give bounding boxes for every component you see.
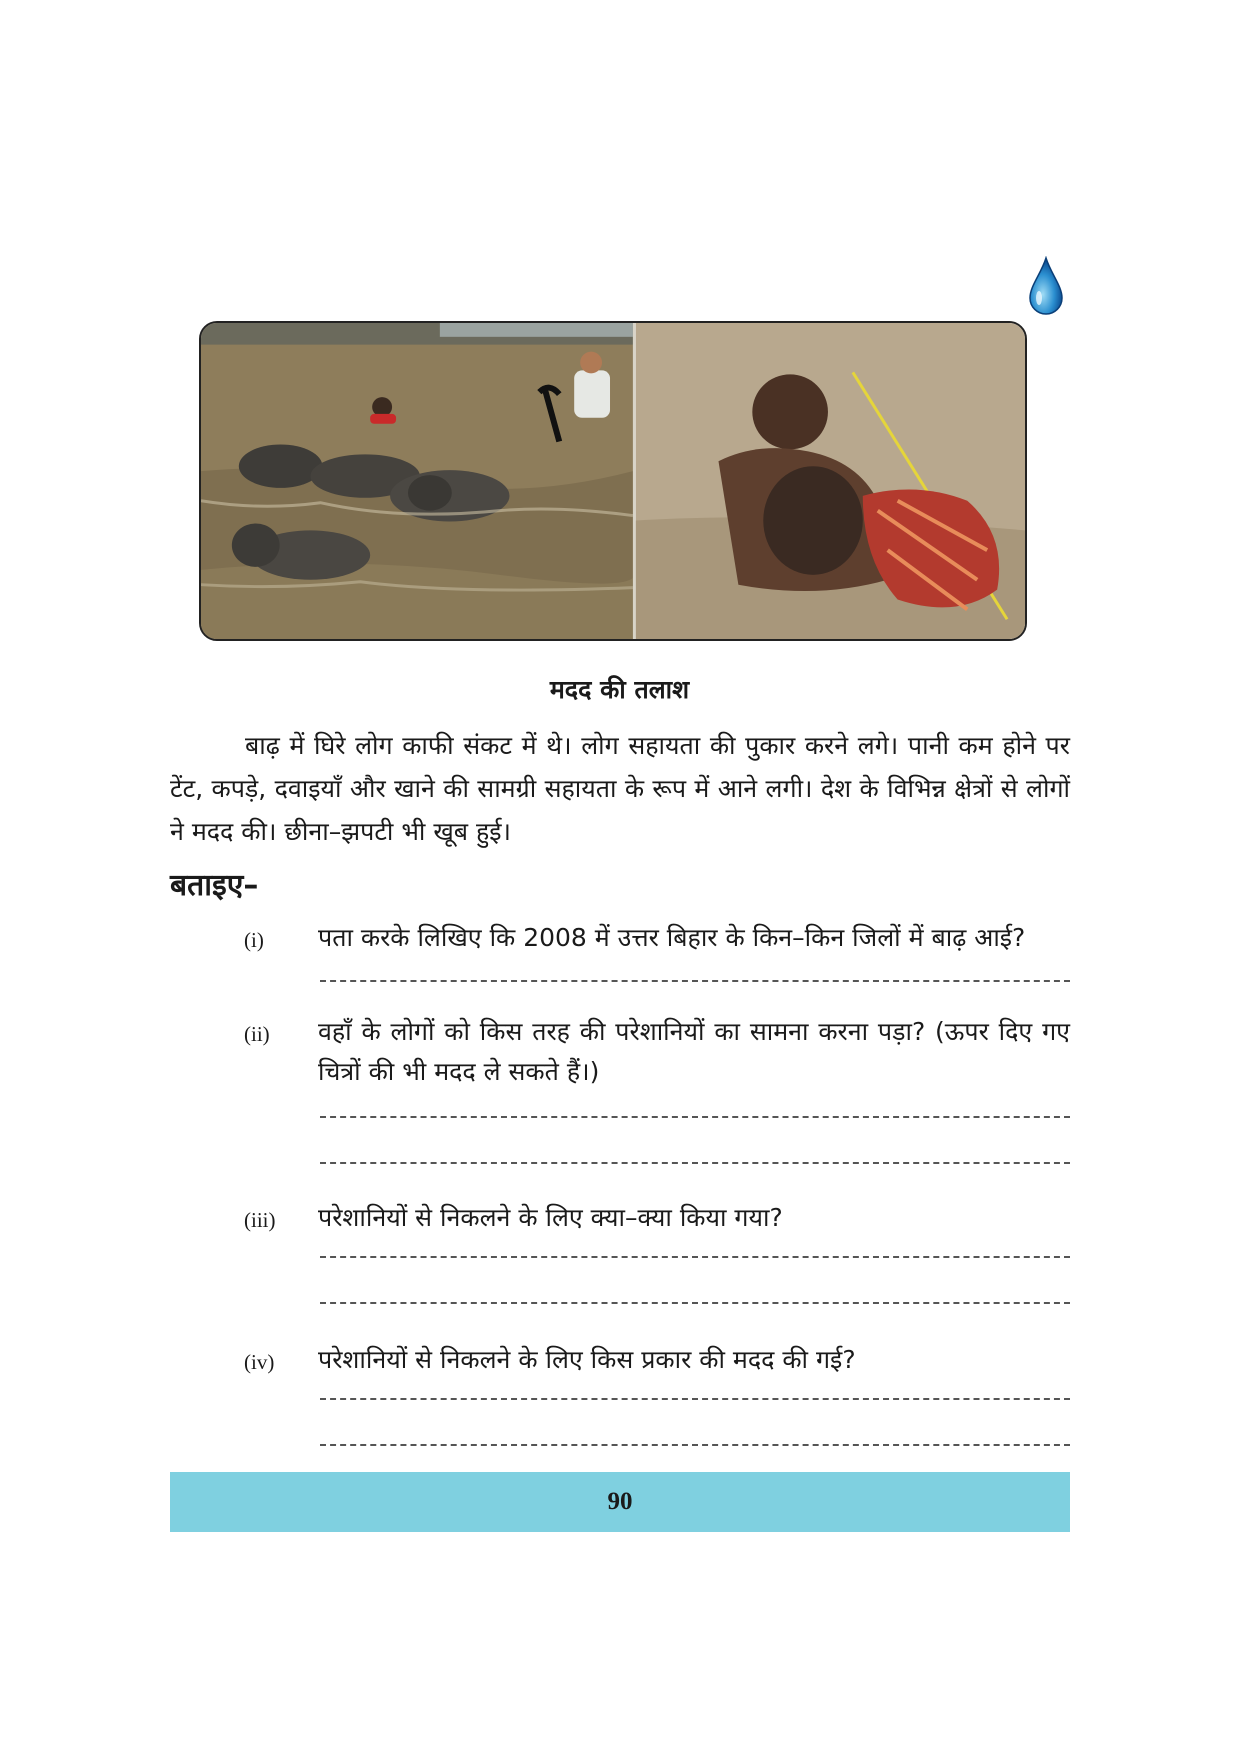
question-text: परेशानियों से निकलने के लिए क्या–क्या किया गया? [318, 1203, 783, 1232]
answer-line [320, 980, 1070, 982]
answer-line [320, 1302, 1070, 1304]
water-drop-icon [1027, 256, 1065, 316]
answer-line [320, 1256, 1070, 1258]
question-number: (i) [244, 928, 264, 952]
answer-line [320, 1398, 1070, 1400]
section-heading: बताइए– [170, 868, 259, 903]
question-text: वहाँ के लोगों को किस तरह की परेशानियों का सामना करना पड़ा? (ऊपर दिए गए चित्रों की भी मदद ले सकते हैं।) [318, 1017, 1070, 1086]
question-text: परेशानियों से निकलने के लिए किस प्रकार की मदद की गई? [318, 1345, 856, 1374]
question-text: पता करके लिखिए कि 2008 में उत्तर बिहार के किन–किन जिलों में बाढ़ आई? [318, 923, 1026, 952]
answer-line [320, 1162, 1070, 1164]
question-number: (ii) [244, 1022, 270, 1046]
page-number: 90 [607, 1488, 633, 1515]
body-paragraph [170, 724, 1070, 853]
answer-line [320, 1116, 1070, 1118]
flood-photo [199, 321, 1027, 641]
figure-caption: मदद की तलाश [549, 675, 690, 704]
question-number: (iii) [244, 1208, 276, 1232]
page-footer [170, 1472, 1070, 1532]
question-number: (iv) [244, 1350, 275, 1374]
answer-line [320, 1444, 1070, 1446]
paragraph-text: बाढ़ में घिरे लोग काफी संकट में थे। लोग सहायता की पुकार करने लगे। पानी कम होने पर टेंट, कपड़े, दवाइयाँ और खाने की सामग्री सहायता के रूप में आने लगी। देश के विभिन्न क्षेत्रों से लोगों ने मदद की। छीना–झपटी भी खूब हुई। [170, 731, 1070, 846]
